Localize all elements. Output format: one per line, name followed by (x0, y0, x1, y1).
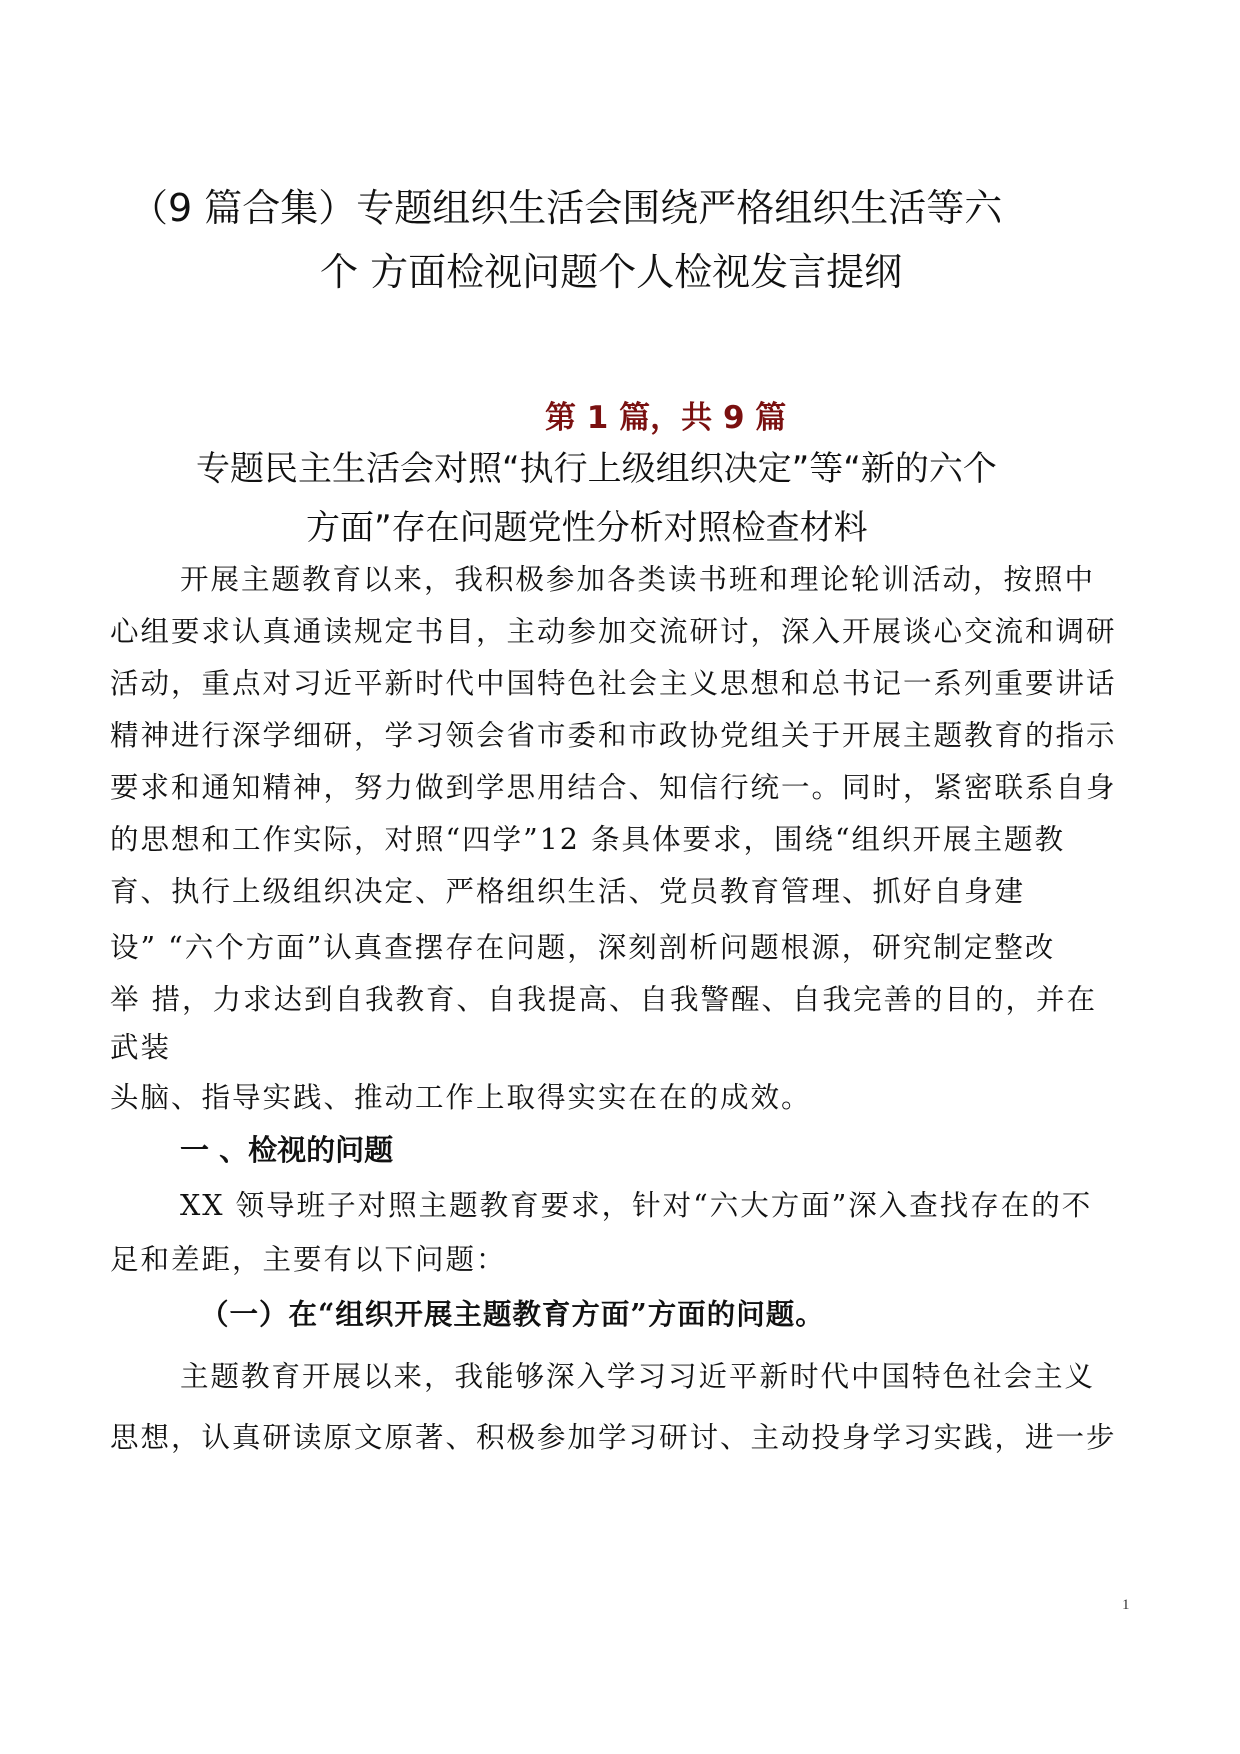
paragraph-line: 思想，认真研读原文原著、积极参加学习研讨、主动投身学习实践，进一步 (110, 1421, 1117, 1454)
document-title-line-2: 个 方面检视问题个人检视发言提纲 (320, 250, 903, 294)
intro-line: 设” “六个方面”认真查摆存在问题，深刻剖析问题根源，研究制定整改 (110, 931, 1056, 964)
subtitle-line-2: 方面”存在问题党性分析对照检查材料 (306, 508, 868, 548)
section-line: 足和差距，主要有以下问题： (110, 1243, 507, 1276)
intro-line: 武装 (110, 1031, 172, 1064)
intro-line: 举 措，力求达到自我教育、自我提高、自我警醒、自我完善的目的，并在 (110, 983, 1098, 1016)
intro-line: 开展主题教育以来，我积极参加各类读书班和理论轮训活动，按照中 (180, 563, 1096, 596)
intro-line: 精神进行深学细研，学习领会省市委和市政协党组关于开展主题教育的指示 (110, 719, 1117, 752)
section-heading-1: 一 、检视的问题 (180, 1133, 394, 1167)
document-title-line-1: （9 篇合集）专题组织生活会围绕严格组织生活等六 (130, 186, 1003, 230)
paragraph-line: 主题教育开展以来，我能够深入学习习近平新时代中国特色社会主义 (180, 1360, 1096, 1393)
section-line: XX 领导班子对照主题教育要求，针对“六大方面”深入查找存在的不 (180, 1189, 1093, 1222)
intro-line: 活动，重点对习近平新时代中国特色社会主义思想和总书记一系列重要讲话 (110, 667, 1117, 700)
intro-line: 育、执行上级组织决定、严格组织生活、党员教育管理、抓好自身建 (110, 875, 1026, 908)
part-label: 第 1 篇，共 9 篇 (545, 400, 787, 436)
page-number: 1 (1122, 1597, 1130, 1613)
subsection-heading: （一）在“组织开展主题教育方面”方面的问题。 (200, 1297, 825, 1331)
intro-line: 头脑、指导实践、推动工作上取得实实在在的成效。 (110, 1081, 812, 1114)
intro-line: 的思想和工作实际，对照“四学”12 条具体要求，围绕“组织开展主题教 (110, 823, 1066, 856)
intro-line: 心组要求认真通读规定书目，主动参加交流研讨，深入开展谈心交流和调研 (110, 615, 1117, 648)
intro-line: 要求和通知精神，努力做到学思用结合、知信行统一。同时，紧密联系自身 (110, 771, 1117, 804)
subtitle-line-1: 专题民主生活会对照“执行上级组织决定”等“新的六个 (196, 449, 997, 489)
